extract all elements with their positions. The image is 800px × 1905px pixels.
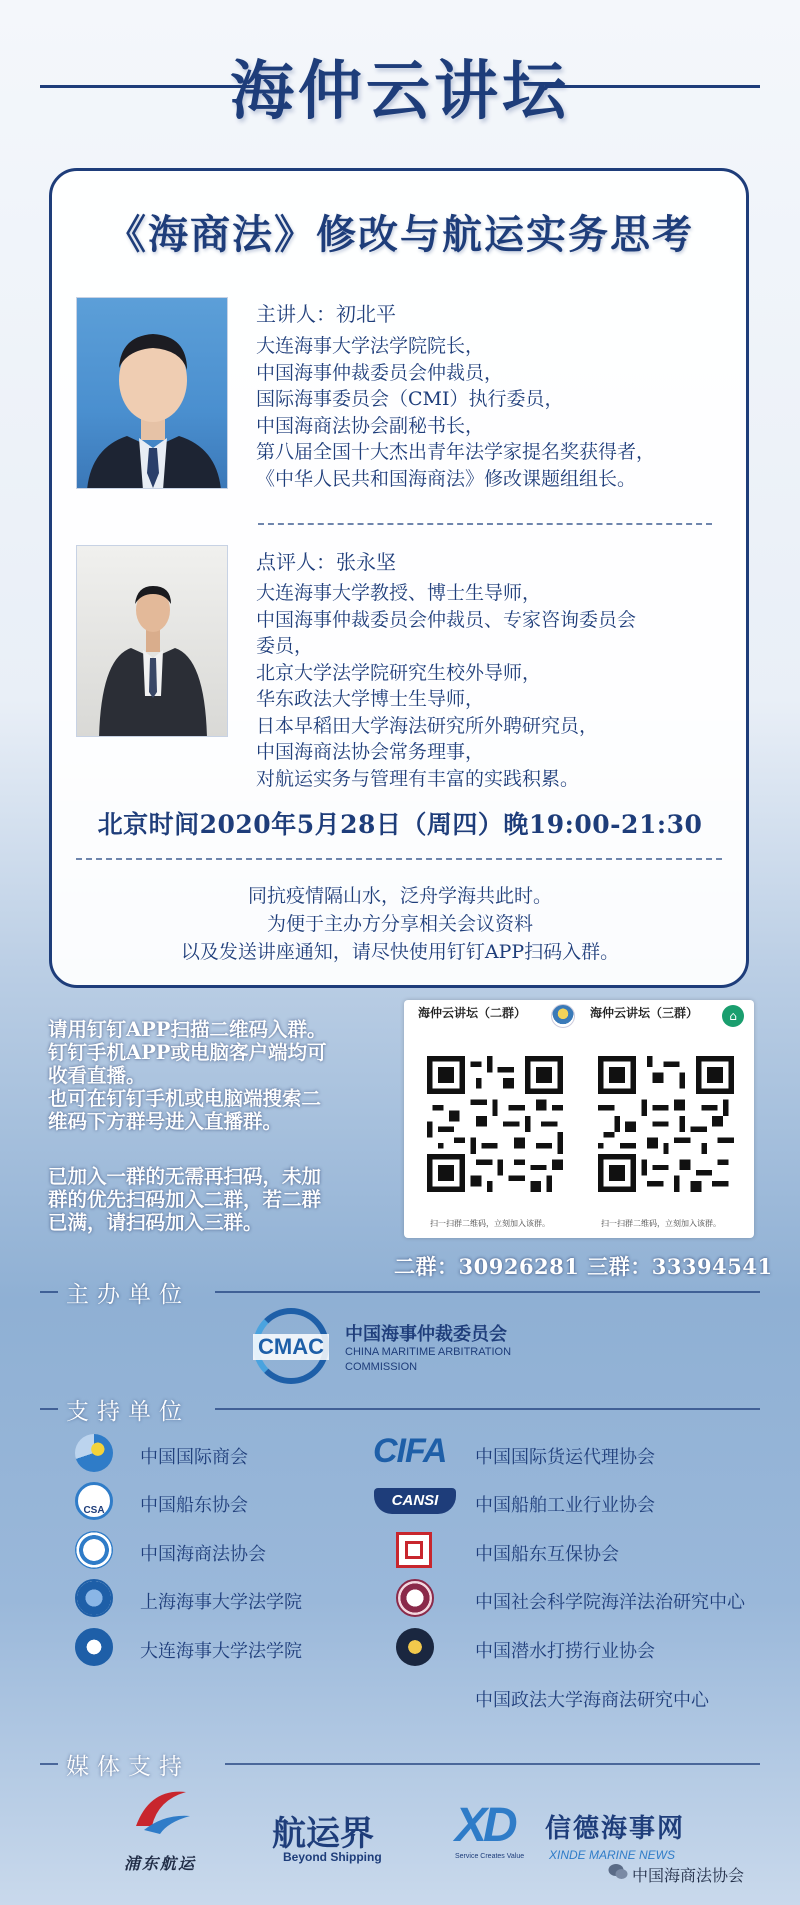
- qr-label-group3: 海仲云讲坛（三群）: [590, 1006, 699, 1020]
- speaker-photo: [76, 297, 228, 489]
- cansi-logo-text: CANSI: [391, 1492, 439, 1509]
- media-name-2-en: Beyond Shipping: [283, 1850, 382, 1864]
- xinde-logo-mark: XD: [455, 1799, 514, 1852]
- host-name-en-1: CHINA MARITIME ARBITRATION: [345, 1346, 512, 1358]
- qr-caption-group3: 扫一扫群二维码，立刻加入该群。: [601, 1219, 721, 1228]
- instructions-block-1: 请用钉钉APP扫描二维码入群。 钉钉手机APP或电脑客户端均可 收看直播。 也可在钉钉手机或电脑端搜索二 维码下方群号进入直播群。: [48, 1018, 327, 1133]
- host-name-cn: 中国海事仲裁委员会: [345, 1324, 507, 1345]
- page-title: 海仲云讲坛: [230, 55, 570, 129]
- pudong-shipping-logo: [130, 1786, 194, 1838]
- csa-logo-text: CSA: [83, 1505, 105, 1516]
- speaker-role: 主讲人：初北平: [256, 302, 396, 326]
- event-time: 北京时间2020年5月28日（周四）晚19:00-21:30: [97, 810, 703, 839]
- join-notice: 同抗疫情隔山水，泛舟学海共此时。 为便于主办方分享相关会议资料 以及发送讲座通知，请尽快使用钉钉APP扫码入群。: [180, 885, 620, 963]
- support-org-right: 中国潜水打捞行业协会: [475, 1641, 655, 1662]
- divider: [76, 858, 722, 860]
- section-line: [225, 1763, 760, 1765]
- section-line: [40, 1408, 58, 1410]
- cdsa-logo-icon: [396, 1628, 434, 1666]
- commentator-role: 点评人：张永坚: [256, 550, 396, 574]
- section-line: [40, 1763, 58, 1765]
- cifa-logo-icon: CIFA: [373, 1432, 447, 1470]
- section-line: [215, 1291, 760, 1293]
- qr-code-group2[interactable]: [427, 1056, 563, 1192]
- ccpit-logo-icon: [75, 1434, 113, 1472]
- xinde-slogan: Service Creates Value: [455, 1853, 525, 1860]
- smu-logo-icon: [75, 1579, 113, 1617]
- speaker-bio: 大连海事大学法学院院长， 中国海事仲裁委员会仲裁员， 国际海事委员会（CMI）执行委员， 中国海商法协会副秘书长， 第八届全国十大杰出青年法学家提名奖获得者， 《中华人民共和国海商法》修改课题组组长。: [256, 335, 656, 490]
- cass-logo-icon: [396, 1579, 434, 1617]
- dmu-logo-icon: [75, 1628, 113, 1666]
- section-line: [215, 1408, 760, 1410]
- section-line: [40, 1291, 58, 1293]
- instructions-block-2: 已加入一群的无需再扫码，未加 群的优先扫码加入二群，若二群 已满，请扫码加入三群。: [48, 1165, 322, 1234]
- host-heading: 主办单位: [66, 1282, 190, 1308]
- wechat-icon: [608, 1863, 628, 1881]
- support-org-left: 中国海商法协会: [140, 1544, 266, 1565]
- support-org-left: 中国国际商会: [140, 1447, 248, 1468]
- media-heading: 媒体支持: [66, 1754, 190, 1780]
- cmla-logo-icon: [75, 1531, 113, 1569]
- cpi-logo-icon: [396, 1532, 432, 1568]
- commentator-bio: 大连海事大学教授、博士生导师， 中国海事仲裁委员会仲裁员、专家咨询委员会 委员， 北京大学法学院研究生校外导师， 华东政法大学博士生导师， 日本早稻田大学海法研究所外聘研究员， 中国海商法协会常务理事， 对航运实务与管理有丰富的实践积累。: [256, 582, 637, 790]
- support-org-right: 中国国际货运代理协会: [475, 1447, 655, 1468]
- talk-title: 《海商法》修改与航运实务思考: [106, 211, 694, 258]
- qr-code-group3[interactable]: [598, 1056, 734, 1192]
- support-org-right: 中国船舶工业行业协会: [475, 1495, 655, 1516]
- support-org-left: 中国船东协会: [140, 1495, 248, 1516]
- support-org-left: 上海海事大学法学院: [140, 1592, 302, 1613]
- support-heading: 支持单位: [66, 1399, 190, 1425]
- support-org-right: 中国船东互保协会: [475, 1544, 619, 1565]
- media-name-1: 浦东航运: [124, 1854, 197, 1873]
- cmac-logo-text: CMAC: [253, 1334, 329, 1360]
- media-name-3-en: XINDE MARINE NEWS: [549, 1848, 676, 1862]
- commentator-photo: [76, 545, 228, 737]
- watermark-text: 中国海商法协会: [632, 1866, 745, 1885]
- divider: [258, 523, 712, 525]
- media-name-3-cn: 信德海事网: [545, 1814, 686, 1844]
- media-name-2-cn: 航运界: [272, 1814, 374, 1854]
- group-avatar-icon: [551, 1004, 575, 1028]
- support-org-right: 中国社会科学院海洋法治研究中心: [475, 1592, 745, 1613]
- group-numbers: 二群：30926281 三群：33394541: [394, 1254, 773, 1279]
- qr-label-group2: 海仲云讲坛（二群）: [418, 1006, 527, 1020]
- chat-icon[interactable]: ⌂: [722, 1005, 744, 1027]
- support-org-right: 中国政法大学海商法研究中心: [475, 1690, 709, 1711]
- qr-caption-group2: 扫一扫群二维码，立刻加入该群。: [430, 1219, 550, 1228]
- support-org-left: 大连海事大学法学院: [140, 1641, 302, 1662]
- host-name-en-2: COMMISSION: [345, 1361, 418, 1373]
